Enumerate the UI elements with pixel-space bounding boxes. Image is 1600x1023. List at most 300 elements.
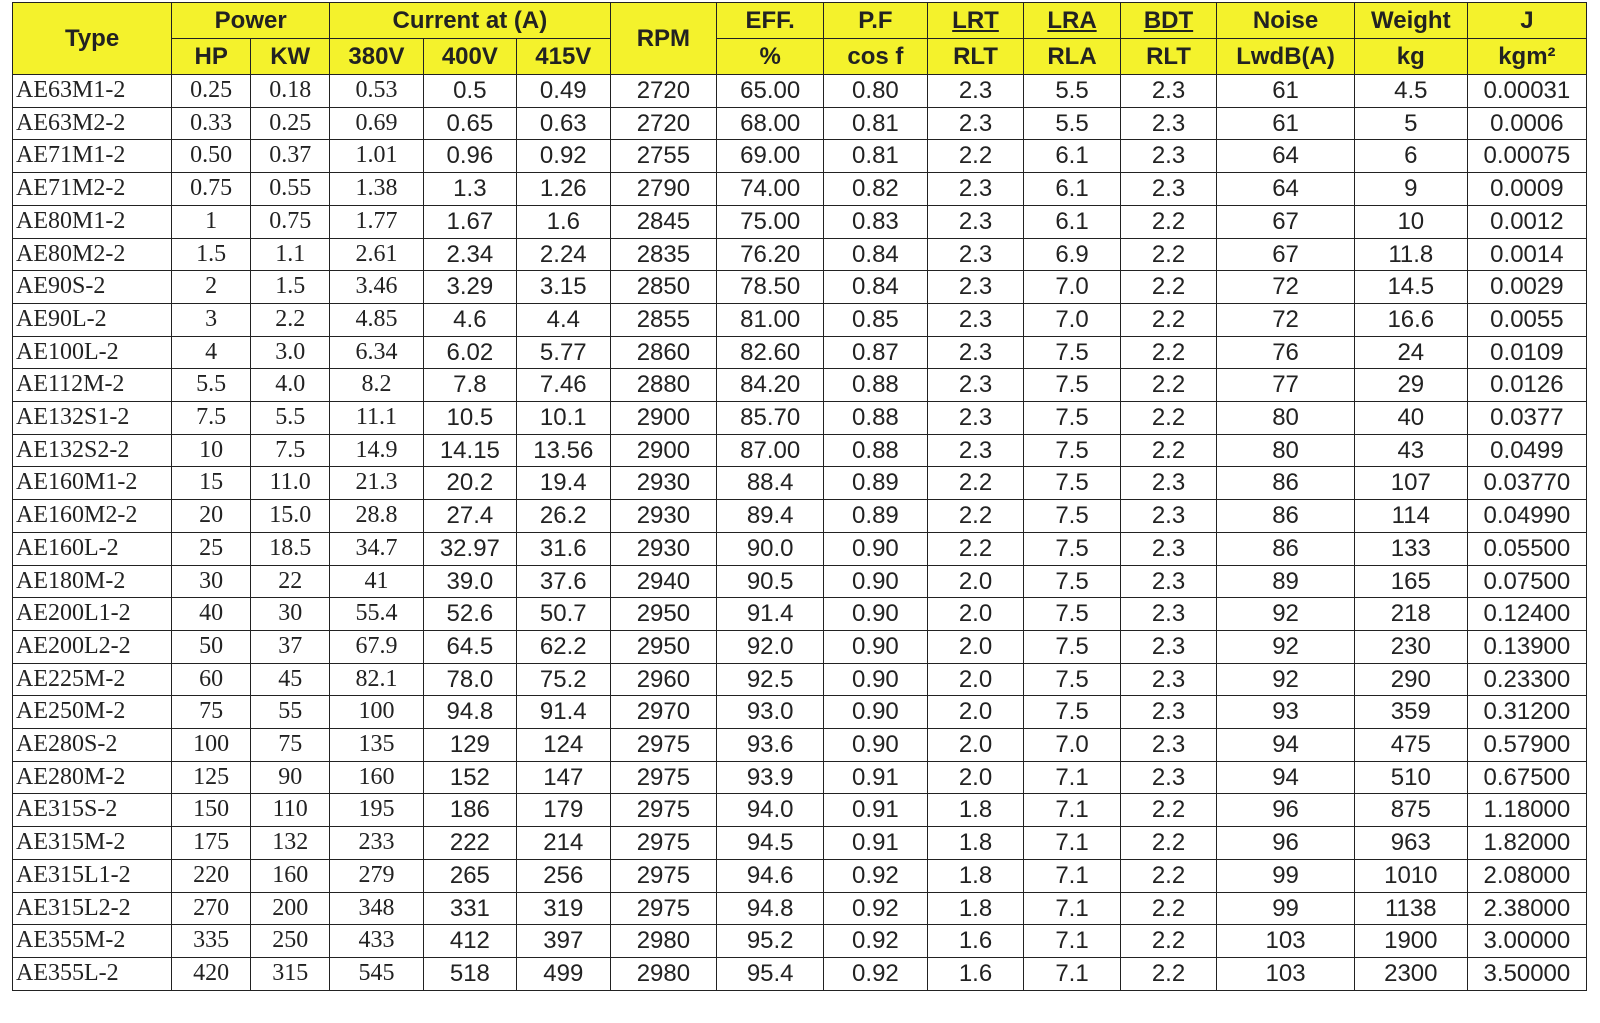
table-cell: 359 [1354, 696, 1467, 729]
table-cell: 75.00 [717, 205, 824, 238]
table-cell: 2855 [610, 303, 717, 336]
table-cell: 152 [423, 761, 516, 794]
table-cell: 7.1 [1024, 957, 1121, 990]
table-cell: 2960 [610, 663, 717, 696]
table-cell: 6 [1354, 140, 1467, 173]
table-cell: 0.0109 [1467, 336, 1586, 369]
table-cell: 86 [1217, 500, 1355, 533]
table-cell: 89.4 [717, 500, 824, 533]
table-cell: 0.0009 [1467, 173, 1586, 206]
table-cell: 52.6 [423, 598, 516, 631]
table-cell: 6.1 [1024, 140, 1121, 173]
table-cell: 2.3 [1120, 630, 1217, 663]
table-cell: 2755 [610, 140, 717, 173]
table-cell: 175 [172, 827, 251, 860]
table-cell: 2.3 [1120, 107, 1217, 140]
table-cell: 91.4 [517, 696, 610, 729]
table-cell: 2930 [610, 532, 717, 565]
table-cell: 7.1 [1024, 794, 1121, 827]
table-cell: 7.1 [1024, 761, 1121, 794]
table-cell: 0.25 [251, 107, 330, 140]
cell-type: AE80M1-2 [13, 205, 172, 238]
table-row [13, 500, 1587, 533]
table-cell: 0.25 [172, 75, 251, 108]
header-weight: Weight [1354, 3, 1467, 39]
table-cell: 0.83 [824, 205, 928, 238]
table-cell: 2.2 [927, 467, 1024, 500]
table-cell: 7.5 [172, 402, 251, 435]
table-cell: 2300 [1354, 957, 1467, 990]
table-cell: 2.3 [1120, 173, 1217, 206]
table-cell: 0.65 [423, 107, 516, 140]
table-cell: 3.0 [251, 336, 330, 369]
table-cell: 61 [1217, 107, 1355, 140]
table-cell: 319 [517, 892, 610, 925]
table-cell: 2.3 [1120, 663, 1217, 696]
table-cell: 62.2 [517, 630, 610, 663]
table-cell: 7.5 [1024, 565, 1121, 598]
table-cell: 0.23300 [1467, 663, 1586, 696]
header-bdt-unit: RLT [1120, 39, 1217, 75]
table-cell: 433 [330, 925, 423, 958]
table-cell: 2845 [610, 205, 717, 238]
table-cell: 94.8 [423, 696, 516, 729]
table-cell: 222 [423, 827, 516, 860]
header-type: Type [13, 3, 172, 75]
table-cell: 69.00 [717, 140, 824, 173]
table-cell: 218 [1354, 598, 1467, 631]
table-cell: 0.91 [824, 761, 928, 794]
table-cell: 510 [1354, 761, 1467, 794]
table-cell: 5.77 [517, 336, 610, 369]
table-row [13, 107, 1587, 140]
table-row [13, 696, 1587, 729]
table-cell: 195 [330, 794, 423, 827]
table-cell: 7.0 [1024, 271, 1121, 304]
header-row-1 [13, 3, 1587, 39]
table-cell: 7.5 [1024, 598, 1121, 631]
table-cell: 0.0012 [1467, 205, 1586, 238]
table-cell: 11.1 [330, 402, 423, 435]
table-row [13, 892, 1587, 925]
table-row [13, 402, 1587, 435]
table-cell: 0.91 [824, 794, 928, 827]
cell-type: AE160L-2 [13, 532, 172, 565]
table-cell: 43 [1354, 434, 1467, 467]
table-cell: 45 [251, 663, 330, 696]
table-cell: 7.1 [1024, 892, 1121, 925]
table-cell: 74.00 [717, 173, 824, 206]
table-cell: 0.84 [824, 271, 928, 304]
table-cell: 7.1 [1024, 925, 1121, 958]
table-cell: 2970 [610, 696, 717, 729]
table-cell: 2.2 [1120, 925, 1217, 958]
table-cell: 1.8 [927, 827, 1024, 860]
table-cell: 1.77 [330, 205, 423, 238]
table-cell: 0.53 [330, 75, 423, 108]
table-cell: 0.05500 [1467, 532, 1586, 565]
table-cell: 92 [1217, 598, 1355, 631]
table-cell: 93 [1217, 696, 1355, 729]
table-cell: 2.3 [1120, 729, 1217, 762]
table-cell: 256 [517, 859, 610, 892]
cell-type: AE63M2-2 [13, 107, 172, 140]
table-cell: 160 [251, 859, 330, 892]
table-row [13, 794, 1587, 827]
table-row [13, 467, 1587, 500]
table-cell: 0.90 [824, 729, 928, 762]
table-cell: 34.7 [330, 532, 423, 565]
table-cell: 31.6 [517, 532, 610, 565]
table-cell: 0.90 [824, 696, 928, 729]
table-cell: 963 [1354, 827, 1467, 860]
table-cell: 0.0014 [1467, 238, 1586, 271]
table-cell: 2975 [610, 892, 717, 925]
header-noise-unit: LwdB(A) [1217, 39, 1355, 75]
table-cell: 7.0 [1024, 729, 1121, 762]
table-cell: 1.1 [251, 238, 330, 271]
table-cell: 0.18 [251, 75, 330, 108]
table-cell: 0.89 [824, 500, 928, 533]
table-cell: 2.2 [1120, 827, 1217, 860]
table-cell: 0.75 [172, 173, 251, 206]
table-cell: 335 [172, 925, 251, 958]
table-cell: 4.6 [423, 303, 516, 336]
table-row [13, 859, 1587, 892]
table-cell: 68.00 [717, 107, 824, 140]
table-row [13, 663, 1587, 696]
table-cell: 0.90 [824, 565, 928, 598]
header-pf: P.F [824, 3, 928, 39]
table-cell: 2.0 [927, 761, 1024, 794]
header-400v: 400V [423, 39, 516, 75]
table-cell: 0.04990 [1467, 500, 1586, 533]
table-cell: 55.4 [330, 598, 423, 631]
table-cell: 2930 [610, 500, 717, 533]
table-cell: 72 [1217, 271, 1355, 304]
table-cell: 25 [172, 532, 251, 565]
table-cell: 270 [172, 892, 251, 925]
table-cell: 2.3 [927, 173, 1024, 206]
table-cell: 1.8 [927, 859, 1024, 892]
header-rpm: RPM [610, 3, 717, 75]
table-cell: 7.5 [1024, 696, 1121, 729]
table-cell: 214 [517, 827, 610, 860]
table-cell: 15 [172, 467, 251, 500]
table-cell: 2.2 [1120, 957, 1217, 990]
table-cell: 67 [1217, 205, 1355, 238]
table-cell: 100 [330, 696, 423, 729]
table-cell: 0.57900 [1467, 729, 1586, 762]
cell-type: AE80M2-2 [13, 238, 172, 271]
cell-type: AE71M1-2 [13, 140, 172, 173]
table-cell: 26.2 [517, 500, 610, 533]
table-cell: 0.50 [172, 140, 251, 173]
table-cell: 67.9 [330, 630, 423, 663]
table-cell: 2880 [610, 369, 717, 402]
table-cell: 2.2 [1120, 434, 1217, 467]
cell-type: AE160M1-2 [13, 467, 172, 500]
table-cell: 2.0 [927, 565, 1024, 598]
table-cell: 2950 [610, 598, 717, 631]
table-cell: 160 [330, 761, 423, 794]
table-row [13, 369, 1587, 402]
table-row [13, 630, 1587, 663]
table-cell: 0.92 [824, 925, 928, 958]
table-cell: 19.4 [517, 467, 610, 500]
table-cell: 64 [1217, 173, 1355, 206]
table-cell: 0.49 [517, 75, 610, 108]
table-cell: 7.5 [1024, 663, 1121, 696]
table-cell: 1.38 [330, 173, 423, 206]
table-cell: 4.0 [251, 369, 330, 402]
table-cell: 10.5 [423, 402, 516, 435]
table-cell: 78.0 [423, 663, 516, 696]
table-cell: 99 [1217, 859, 1355, 892]
table-cell: 92.5 [717, 663, 824, 696]
table-cell: 2.3 [927, 434, 1024, 467]
cell-type: AE315S-2 [13, 794, 172, 827]
table-cell: 11.8 [1354, 238, 1467, 271]
table-cell: 2.3 [927, 402, 1024, 435]
table-cell: 0.85 [824, 303, 928, 336]
table-cell: 2.3 [927, 303, 1024, 336]
table-cell: 82.60 [717, 336, 824, 369]
table-cell: 37.6 [517, 565, 610, 598]
cell-type: AE132S2-2 [13, 434, 172, 467]
table-cell: 20 [172, 500, 251, 533]
table-cell: 179 [517, 794, 610, 827]
table-cell: 0.69 [330, 107, 423, 140]
table-cell: 0.92 [824, 957, 928, 990]
table-cell: 186 [423, 794, 516, 827]
table-row [13, 336, 1587, 369]
table-cell: 1.6 [517, 205, 610, 238]
table-cell: 92 [1217, 630, 1355, 663]
table-cell: 16.6 [1354, 303, 1467, 336]
table-cell: 2980 [610, 925, 717, 958]
table-cell: 6.02 [423, 336, 516, 369]
table-cell: 86 [1217, 532, 1355, 565]
table-cell: 28.8 [330, 500, 423, 533]
table-cell: 7.46 [517, 369, 610, 402]
table-cell: 2.3 [1120, 761, 1217, 794]
header-bdt: BDT [1120, 3, 1217, 39]
motor-spec-table-container [12, 2, 1587, 991]
table-cell: 0.31200 [1467, 696, 1586, 729]
table-cell: 0.03770 [1467, 467, 1586, 500]
table-cell: 2.3 [927, 238, 1024, 271]
table-cell: 0.0126 [1467, 369, 1586, 402]
table-cell: 2.3 [1120, 140, 1217, 173]
table-cell: 88.4 [717, 467, 824, 500]
table-cell: 94 [1217, 729, 1355, 762]
table-cell: 2.3 [927, 75, 1024, 108]
table-row [13, 761, 1587, 794]
table-cell: 1.5 [172, 238, 251, 271]
table-cell: 22 [251, 565, 330, 598]
table-cell: 0.75 [251, 205, 330, 238]
table-cell: 99 [1217, 892, 1355, 925]
table-cell: 233 [330, 827, 423, 860]
table-cell: 32.97 [423, 532, 516, 565]
table-cell: 2.38000 [1467, 892, 1586, 925]
table-cell: 0.80 [824, 75, 928, 108]
table-cell: 1.82000 [1467, 827, 1586, 860]
table-cell: 3.29 [423, 271, 516, 304]
table-cell: 39.0 [423, 565, 516, 598]
table-cell: 9 [1354, 173, 1467, 206]
header-kw: KW [251, 39, 330, 75]
table-cell: 0.90 [824, 663, 928, 696]
table-cell: 0.81 [824, 140, 928, 173]
cell-type: AE63M1-2 [13, 75, 172, 108]
table-cell: 1.5 [251, 271, 330, 304]
table-cell: 2790 [610, 173, 717, 206]
table-cell: 2.2 [1120, 794, 1217, 827]
table-cell: 2975 [610, 729, 717, 762]
table-cell: 0.81 [824, 107, 928, 140]
table-cell: 89 [1217, 565, 1355, 598]
table-cell: 30 [251, 598, 330, 631]
table-cell: 78.50 [717, 271, 824, 304]
table-body [13, 75, 1587, 991]
table-cell: 0.84 [824, 238, 928, 271]
cell-type: AE112M-2 [13, 369, 172, 402]
table-cell: 2.2 [927, 532, 1024, 565]
table-cell: 2900 [610, 402, 717, 435]
cell-type: AE200L1-2 [13, 598, 172, 631]
table-cell: 2940 [610, 565, 717, 598]
motor-spec-table [12, 2, 1587, 991]
table-cell: 10 [172, 434, 251, 467]
table-cell: 2.2 [1120, 402, 1217, 435]
header-row-2 [13, 39, 1587, 75]
table-cell: 2975 [610, 859, 717, 892]
table-cell: 1.8 [927, 794, 1024, 827]
table-cell: 2.3 [927, 271, 1024, 304]
table-cell: 0.92 [824, 892, 928, 925]
header-lra-unit: RLA [1024, 39, 1121, 75]
table-cell: 0.0006 [1467, 107, 1586, 140]
header-lra: LRA [1024, 3, 1121, 39]
table-row [13, 434, 1587, 467]
table-cell: 265 [423, 859, 516, 892]
table-cell: 4.85 [330, 303, 423, 336]
table-row [13, 271, 1587, 304]
table-cell: 0.88 [824, 369, 928, 402]
table-cell: 0.12400 [1467, 598, 1586, 631]
table-row [13, 140, 1587, 173]
table-cell: 2.3 [1120, 565, 1217, 598]
table-cell: 125 [172, 761, 251, 794]
table-cell: 0.00075 [1467, 140, 1586, 173]
table-cell: 93.0 [717, 696, 824, 729]
table-cell: 0.0377 [1467, 402, 1586, 435]
table-cell: 7.5 [1024, 532, 1121, 565]
header-380v: 380V [330, 39, 423, 75]
header-noise: Noise [1217, 3, 1355, 39]
table-cell: 7.5 [251, 434, 330, 467]
table-cell: 2.2 [1120, 369, 1217, 402]
table-cell: 95.4 [717, 957, 824, 990]
table-cell: 2.3 [1120, 467, 1217, 500]
table-cell: 1.3 [423, 173, 516, 206]
table-row [13, 173, 1587, 206]
table-cell: 14.15 [423, 434, 516, 467]
table-cell: 2.2 [1120, 238, 1217, 271]
cell-type: AE180M-2 [13, 565, 172, 598]
table-cell: 2.3 [1120, 598, 1217, 631]
table-cell: 92 [1217, 663, 1355, 696]
table-cell: 14.5 [1354, 271, 1467, 304]
table-header [13, 3, 1587, 75]
table-cell: 21.3 [330, 467, 423, 500]
table-row [13, 957, 1587, 990]
cell-type: AE280S-2 [13, 729, 172, 762]
header-j: J [1467, 3, 1586, 39]
table-cell: 2.3 [927, 336, 1024, 369]
table-cell: 0.00031 [1467, 75, 1586, 108]
table-cell: 2900 [610, 434, 717, 467]
table-cell: 10.1 [517, 402, 610, 435]
table-cell: 250 [251, 925, 330, 958]
table-cell: 5.5 [251, 402, 330, 435]
table-cell: 3 [172, 303, 251, 336]
table-cell: 290 [1354, 663, 1467, 696]
table-cell: 2.61 [330, 238, 423, 271]
table-cell: 0.90 [824, 630, 928, 663]
table-cell: 8.2 [330, 369, 423, 402]
table-cell: 315 [251, 957, 330, 990]
table-cell: 90.0 [717, 532, 824, 565]
table-cell: 3.46 [330, 271, 423, 304]
table-cell: 50 [172, 630, 251, 663]
table-cell: 76.20 [717, 238, 824, 271]
header-eff: EFF. [717, 3, 824, 39]
table-cell: 2.2 [1120, 303, 1217, 336]
header-lrt-unit: RLT [927, 39, 1024, 75]
table-cell: 5.5 [1024, 75, 1121, 108]
table-cell: 2.2 [927, 140, 1024, 173]
cell-type: AE315L1-2 [13, 859, 172, 892]
table-cell: 133 [1354, 532, 1467, 565]
table-cell: 13.56 [517, 434, 610, 467]
table-row [13, 238, 1587, 271]
table-cell: 475 [1354, 729, 1467, 762]
header-j-unit: kgm² [1467, 39, 1586, 75]
table-cell: 84.20 [717, 369, 824, 402]
table-cell: 76 [1217, 336, 1355, 369]
table-cell: 2.0 [927, 598, 1024, 631]
table-cell: 40 [1354, 402, 1467, 435]
table-cell: 0.07500 [1467, 565, 1586, 598]
table-cell: 397 [517, 925, 610, 958]
table-cell: 7.0 [1024, 303, 1121, 336]
table-cell: 0.33 [172, 107, 251, 140]
table-cell: 2720 [610, 75, 717, 108]
table-cell: 0.37 [251, 140, 330, 173]
table-cell: 72 [1217, 303, 1355, 336]
table-cell: 2975 [610, 794, 717, 827]
table-cell: 0.82 [824, 173, 928, 206]
table-cell: 6.34 [330, 336, 423, 369]
table-row [13, 729, 1587, 762]
table-cell: 2.3 [1120, 532, 1217, 565]
table-cell: 0.90 [824, 598, 928, 631]
table-cell: 7.5 [1024, 467, 1121, 500]
cell-type: AE355L-2 [13, 957, 172, 990]
